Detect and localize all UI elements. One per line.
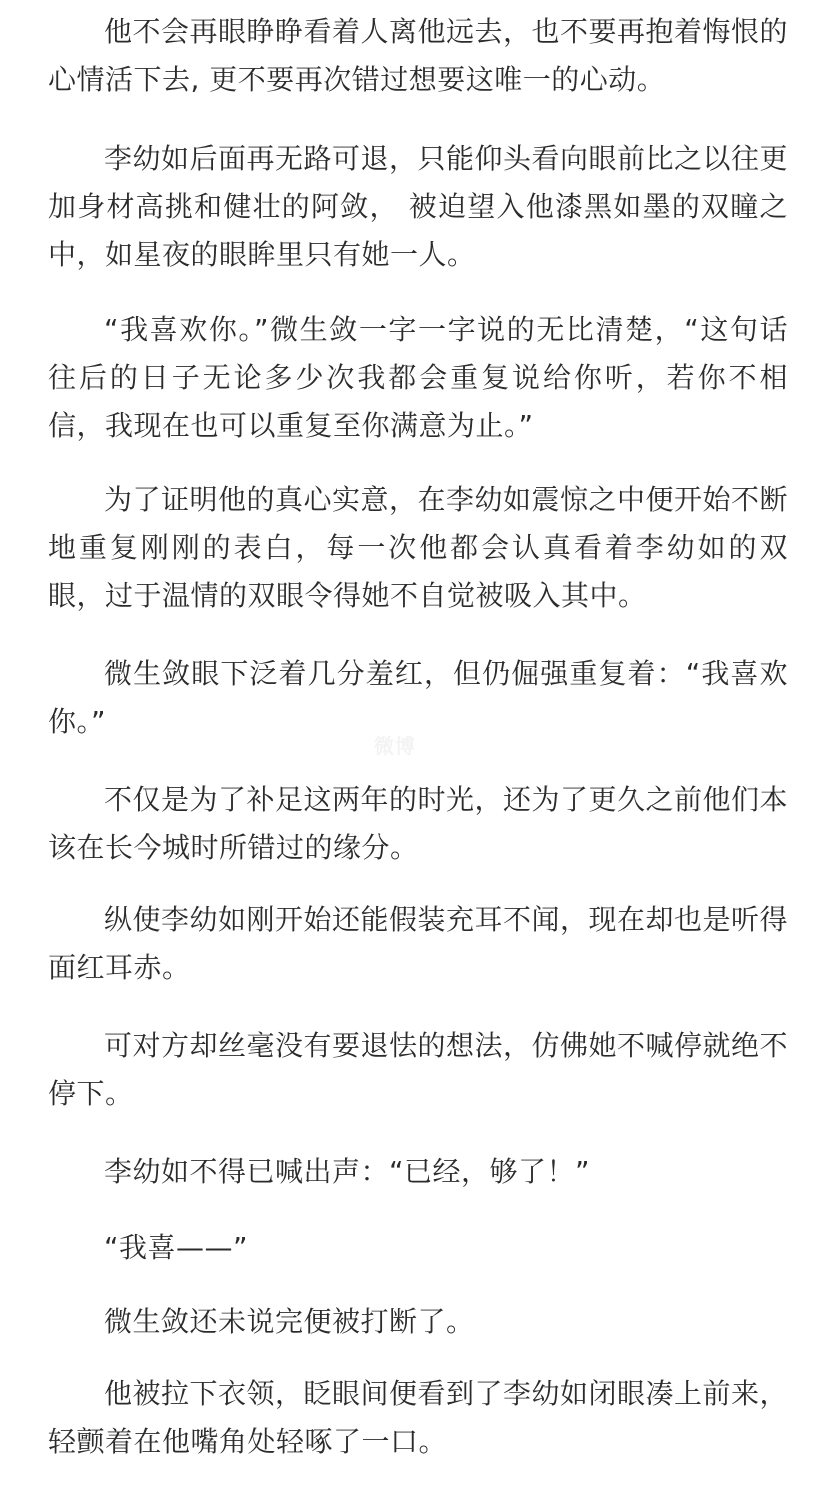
paragraph: 李幼如后面再无路可退，只能仰头看向眼前比之以往更加身材高挑和健壮的阿敛， 被迫望入他漆黑如墨的双瞳之中，如星夜的眼眸里只有她一人。 xyxy=(48,142,789,271)
paragraph: 可对方却丝毫没有要退怯的想法，仿佛她不喊停就绝不停下。 xyxy=(48,1029,789,1110)
paragraph: 微生敛还未说完便被打断了。 xyxy=(104,1305,475,1338)
paragraph: 李幼如不得已喊出声：“已经，够了！” xyxy=(104,1155,591,1188)
paragraph: 他不会再眼睁睁看着人离他远去，也不要再抱着悔恨的心情活下去, 更不要再次错过想要这唯一的心动。 xyxy=(48,15,789,96)
watermark: 微博 xyxy=(374,734,416,758)
paragraph: 为了证明他的真心实意，在李幼如震惊之中便开始不断地重复刚刚的表白，每一次他都会认真看着李幼如的双眼，过于温情的双眼令得她不自觉被吸入其中。 xyxy=(48,483,789,612)
paragraph: “我喜欢你。”微生敛一字一字说的无比清楚，“这句话往后的日子无论多少次我都会重复说给你听，若你不相信，我现在也可以重复至你满意为止。” xyxy=(48,313,788,442)
paragraph: 微生敛眼下泛着几分羞红，但仍倔强重复着：“我喜欢你。” xyxy=(48,657,788,738)
paragraph: “我喜——” xyxy=(104,1231,249,1264)
paragraph: 纵使李幼如刚开始还能假装充耳不闻，现在却也是听得面红耳赤。 xyxy=(48,903,789,984)
paragraph: 不仅是为了补足这两年的时光，还为了更久之前他们本该在长今城时所错过的缘分。 xyxy=(48,783,789,864)
paragraph: 他被拉下衣领，眨眼间便看到了李幼如闭眼凑上前来，轻颤着在他嘴角处轻啄了一口。 xyxy=(48,1377,789,1458)
